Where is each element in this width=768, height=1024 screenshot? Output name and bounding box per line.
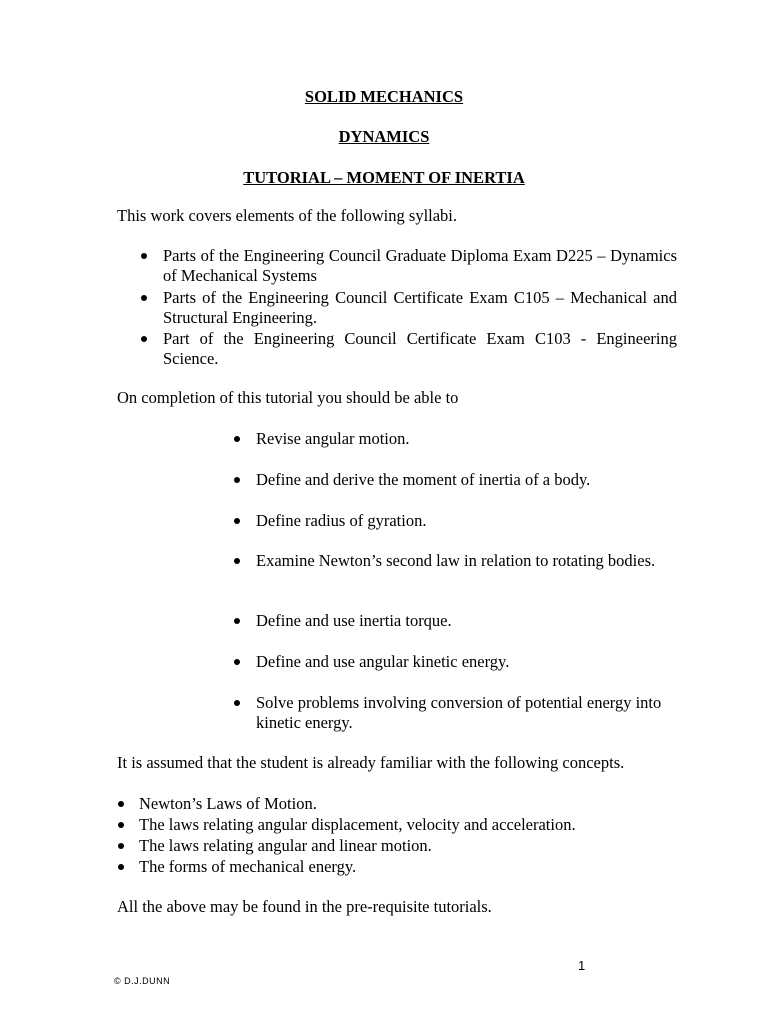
objective-text: Define radius of gyration. xyxy=(256,511,427,530)
objective-text: Examine Newton’s second law in relation to rotating bodies. xyxy=(256,551,656,570)
bullet-icon xyxy=(234,700,240,706)
bullet-icon xyxy=(141,336,147,342)
closing-paragraph: All the above may be found in the pre-requisite tutorials. xyxy=(117,897,492,916)
objective-text: Define and use angular kinetic energy. xyxy=(256,652,510,671)
bullet-icon xyxy=(118,864,124,870)
objective-text: Define and derive the moment of inertia of a body. xyxy=(256,470,591,489)
bullet-icon xyxy=(118,822,124,828)
objective-text: Solve problems involving conversion of potential energy into kinetic energy. xyxy=(256,693,662,732)
document-subtitle: DYNAMICS xyxy=(338,127,430,146)
objective-item xyxy=(256,693,701,733)
syllabus-item-text: Parts of the Engineering Council Graduate Diploma Exam D225 – Dynamics of Mechanical Systems xyxy=(163,246,677,285)
concept-text: Newton’s Laws of Motion. xyxy=(139,794,317,813)
objective-item xyxy=(256,551,656,571)
concept-item xyxy=(139,836,432,856)
objective-text: Define and use inertia torque. xyxy=(256,611,452,630)
syllabus-item-text: Parts of the Engineering Council Certificate Exam C105 – Mechanical and Structural Engineering. xyxy=(163,288,677,327)
bullet-icon xyxy=(234,659,240,665)
bullet-icon xyxy=(118,801,124,807)
syllabus-item xyxy=(163,288,677,328)
bullet-icon xyxy=(234,518,240,524)
concept-item xyxy=(139,857,356,877)
concept-text: The laws relating angular displacement, velocity and acceleration. xyxy=(139,815,576,834)
intro-paragraph: This work covers elements of the following syllabi. xyxy=(117,206,458,225)
objective-item xyxy=(256,470,706,490)
tutorial-title: TUTORIAL – MOMENT OF INERTIA xyxy=(243,168,525,187)
copyright-notice: © D.J.DUNN xyxy=(114,976,171,986)
page-number: 1 xyxy=(578,958,586,973)
objective-item xyxy=(256,611,706,631)
bullet-icon xyxy=(141,295,147,301)
bullet-icon xyxy=(234,477,240,483)
concept-text: The forms of mechanical energy. xyxy=(139,857,357,876)
bullet-icon xyxy=(118,843,124,849)
concept-item xyxy=(139,794,317,814)
concept-item xyxy=(139,815,576,835)
assumed-intro: It is assumed that the student is already familiar with the following concepts. xyxy=(117,753,625,772)
concept-text: The laws relating angular and linear motion. xyxy=(139,836,432,855)
completion-intro: On completion of this tutorial you should be able to xyxy=(117,388,459,407)
objective-item xyxy=(256,511,706,531)
syllabus-item xyxy=(163,329,677,369)
bullet-icon xyxy=(234,558,240,564)
syllabus-item-text: Part of the Engineering Council Certificate Exam C103 - Engineering Science. xyxy=(163,329,677,368)
objective-item xyxy=(256,652,706,672)
syllabus-item xyxy=(163,246,677,286)
bullet-icon xyxy=(141,253,147,259)
document-title: SOLID MECHANICS xyxy=(304,87,464,106)
bullet-icon xyxy=(234,436,240,442)
bullet-icon xyxy=(234,618,240,624)
objective-text: Revise angular motion. xyxy=(256,429,410,448)
objective-item xyxy=(256,429,706,449)
